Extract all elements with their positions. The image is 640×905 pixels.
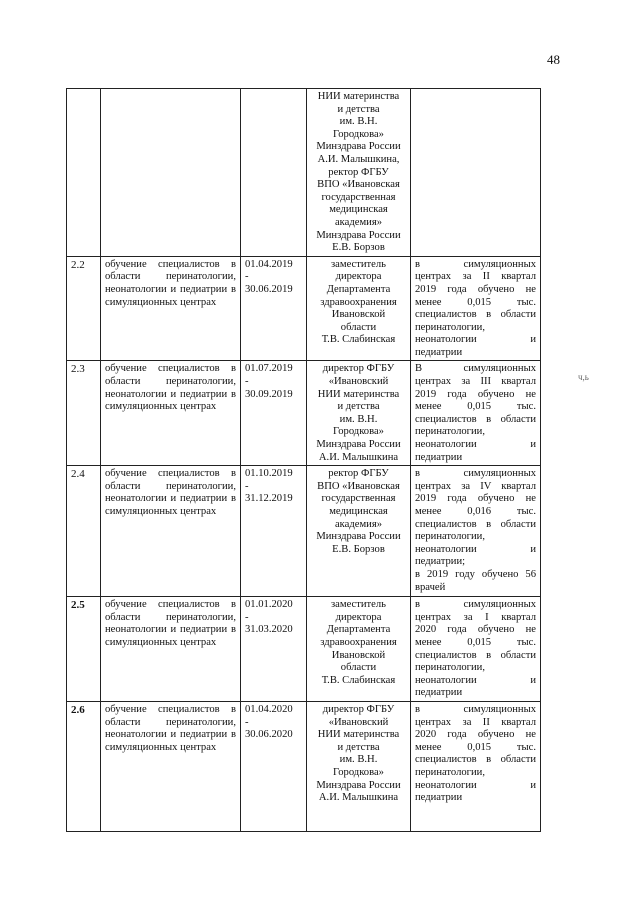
- responsible-line: и детства: [337, 401, 380, 413]
- date-separator: -: [245, 271, 249, 283]
- responsible-line: медицинская: [329, 506, 388, 517]
- task-description: [101, 89, 241, 257]
- date-range: [241, 701, 307, 831]
- expected-result: [411, 256, 541, 361]
- responsible-line: области: [340, 321, 377, 333]
- row-number: 2.2: [67, 256, 101, 361]
- task-description: обучение специалистов в области перинатологии, неонатологии и педиатрии в симуляционных центрах: [101, 256, 241, 361]
- result-line: специалистов в области: [415, 649, 536, 661]
- activity-plan-table: [66, 88, 541, 832]
- task-description: обучение специалистов в области перинатологии, неонатологии и педиатрии в симуляционных центрах: [101, 361, 241, 466]
- expected-result: [411, 701, 541, 831]
- date-range: [241, 361, 307, 466]
- responsible-line: Е.В. Борзов: [332, 242, 385, 254]
- row-number: 2.3: [67, 361, 101, 466]
- responsible-line: «Ивановский: [328, 376, 389, 388]
- responsible-person: [307, 256, 411, 361]
- date-range: [241, 256, 307, 361]
- table-row: [67, 256, 541, 361]
- date-separator: -: [245, 376, 249, 388]
- responsible-line: директор ФГБУ: [322, 703, 395, 715]
- result-line: специалистов в области: [415, 754, 536, 766]
- result-line: врачей: [415, 581, 446, 593]
- result-line: перинатологии,: [415, 766, 485, 778]
- result-line: в симуляционных: [415, 468, 536, 480]
- responsible-line: Минздрава России: [316, 141, 401, 153]
- responsible-line: государственная: [321, 493, 396, 505]
- end-date: 31.12.2019: [245, 493, 293, 505]
- date-separator: -: [245, 480, 249, 492]
- table-row: [67, 361, 541, 466]
- result-line: неонатологии и: [415, 334, 536, 346]
- result-line: 2020 года обучено не: [415, 624, 536, 636]
- result-line: центрах за II квартал: [415, 271, 536, 283]
- responsible-line: здравоохранения: [320, 637, 397, 648]
- responsible-line: Т.В. Слабинская: [321, 334, 396, 346]
- result-line: в 2019 году обучено 56: [415, 568, 536, 580]
- responsible-line: Департамента: [326, 624, 391, 636]
- task-description: обучение специалистов в области перинатологии, неонатологии и педиатрии в симуляционных центрах: [101, 597, 241, 702]
- responsible-line: НИИ материнства: [317, 91, 400, 102]
- result-line: В симуляционных: [415, 363, 536, 375]
- result-line: педиатрии;: [415, 556, 466, 568]
- result-line: специалистов в области: [415, 518, 536, 530]
- responsible-line: Департамента: [326, 283, 391, 295]
- responsible-line: НИИ материнства: [317, 729, 400, 741]
- table-row: [67, 701, 541, 831]
- responsible-line: академия»: [334, 216, 383, 228]
- expected-result: [411, 466, 541, 597]
- margin-mark: ч,ь: [578, 372, 589, 382]
- row-number: 2.4: [67, 466, 101, 597]
- result-line: перинатологии,: [415, 662, 485, 674]
- result-line: центрах за I квартал: [415, 611, 536, 623]
- result-line: перинатологии,: [415, 321, 485, 333]
- responsible-line: и детства: [337, 741, 380, 753]
- responsible-line: заместитель: [330, 599, 386, 611]
- responsible-line: им. В.Н.: [339, 413, 378, 425]
- end-date: 30.06.2020: [245, 729, 293, 741]
- result-line: неонатологии и: [415, 779, 536, 791]
- responsible-line: им. В.Н.: [339, 754, 378, 766]
- responsible-person: [307, 466, 411, 597]
- responsible-line: А.И. Малышкина,: [317, 153, 400, 165]
- end-date: 30.09.2019: [245, 388, 293, 400]
- end-date: 30.06.2019: [245, 283, 293, 295]
- responsible-line: ВПО «Ивановская: [317, 179, 400, 191]
- date-separator: -: [245, 716, 249, 728]
- result-line: центрах за II квартал: [415, 716, 536, 728]
- date-range: [241, 89, 307, 257]
- result-line: центрах за IV квартал: [415, 480, 536, 492]
- task-description: обучение специалистов в области перинатологии, неонатологии и педиатрии в симуляционных центрах: [101, 701, 241, 831]
- responsible-line: НИИ материнства: [317, 388, 400, 400]
- responsible-line: им. В.Н.: [339, 116, 378, 128]
- result-line: 2020 года обучено не: [415, 729, 536, 741]
- responsible-line: А.И. Малышкина: [318, 792, 399, 804]
- responsible-line: государственная: [321, 191, 396, 203]
- expected-result: [411, 89, 541, 257]
- result-line: неонатологии и: [415, 543, 536, 555]
- responsible-line: Минздрава России: [316, 779, 401, 791]
- responsible-line: Минздрава России: [316, 229, 401, 241]
- result-line: менее 0,015 тыс.: [415, 296, 536, 308]
- result-line: менее 0,015 тыс.: [415, 401, 536, 413]
- result-line: неонатологии и: [415, 674, 536, 686]
- responsible-line: Ивановской: [331, 649, 386, 661]
- expected-result: [411, 361, 541, 466]
- result-line: педиатрии: [415, 346, 463, 358]
- start-date: 01.07.2019: [245, 363, 293, 375]
- responsible-line: Е.В. Борзов: [332, 543, 385, 555]
- result-line: перинатологии,: [415, 531, 485, 543]
- result-line: 2019 года обучено не: [415, 388, 536, 400]
- responsible-line: директор ФГБУ: [322, 363, 395, 375]
- result-line: неонатологии и: [415, 439, 536, 451]
- start-date: 01.01.2020: [245, 599, 293, 611]
- result-line: перинатологии,: [415, 426, 485, 438]
- table-row: [67, 597, 541, 702]
- end-date: 31.03.2020: [245, 624, 293, 636]
- responsible-line: А.И. Малышкина: [318, 451, 399, 463]
- responsible-line: ректор ФГБУ: [328, 468, 389, 480]
- result-line: специалистов в области: [415, 413, 536, 425]
- result-line: в симуляционных: [415, 599, 536, 611]
- date-separator: -: [245, 611, 249, 623]
- result-line: педиатрии: [415, 792, 463, 804]
- responsible-line: академия»: [334, 518, 383, 530]
- date-range: [241, 466, 307, 597]
- responsible-line: директора: [335, 271, 382, 283]
- responsible-line: ВПО «Ивановская: [317, 480, 400, 492]
- responsible-line: заместитель: [330, 258, 386, 270]
- page-number: 48: [547, 52, 560, 67]
- responsible-line: Минздрава России: [316, 439, 401, 451]
- responsible-line: Ивановской: [331, 309, 386, 321]
- responsible-person: [307, 361, 411, 466]
- result-line: специалистов в области: [415, 309, 536, 321]
- result-line: менее 0,016 тыс.: [415, 506, 536, 517]
- responsible-line: Городкова»: [333, 128, 384, 140]
- result-line: 2019 года обучено не: [415, 493, 536, 505]
- table-row: [67, 466, 541, 597]
- responsible-line: Городкова»: [333, 426, 384, 438]
- responsible-line: ректор ФГБУ: [328, 166, 389, 178]
- row-number: [67, 89, 101, 257]
- responsible-line: здравоохранения: [320, 296, 397, 308]
- responsible-line: Городкова»: [333, 766, 384, 778]
- result-line: в симуляционных: [415, 703, 536, 715]
- responsible-line: и детства: [337, 103, 380, 115]
- result-line: педиатрии: [415, 451, 463, 463]
- responsible-line: Т.В. Слабинская: [321, 674, 396, 686]
- responsible-line: Минздрава России: [316, 531, 401, 543]
- start-date: 01.10.2019: [245, 468, 293, 480]
- result-line: 2019 года обучено не: [415, 283, 536, 295]
- table-row: [67, 89, 541, 257]
- responsible-person: [307, 597, 411, 702]
- responsible-line: директора: [335, 611, 382, 623]
- result-line: центрах за III квартал: [415, 376, 536, 388]
- table-body: [67, 89, 541, 832]
- start-date: 01.04.2020: [245, 703, 293, 715]
- responsible-person: [307, 89, 411, 257]
- result-line: педиатрии: [415, 687, 463, 699]
- responsible-line: «Ивановский: [328, 716, 389, 728]
- responsible-person: [307, 701, 411, 831]
- start-date: 01.04.2019: [245, 258, 293, 270]
- expected-result: [411, 597, 541, 702]
- date-range: [241, 597, 307, 702]
- result-line: в симуляционных: [415, 258, 536, 270]
- result-line: менее 0,015 тыс.: [415, 637, 536, 648]
- result-line: менее 0,015 тыс.: [415, 741, 536, 753]
- row-number: 2.5: [67, 597, 101, 702]
- row-number: 2.6: [67, 701, 101, 831]
- task-description: обучение специалистов в области перинатологии, неонатологии и педиатрии в симуляционных центрах: [101, 466, 241, 597]
- responsible-line: медицинская: [329, 204, 388, 216]
- responsible-line: области: [340, 662, 377, 674]
